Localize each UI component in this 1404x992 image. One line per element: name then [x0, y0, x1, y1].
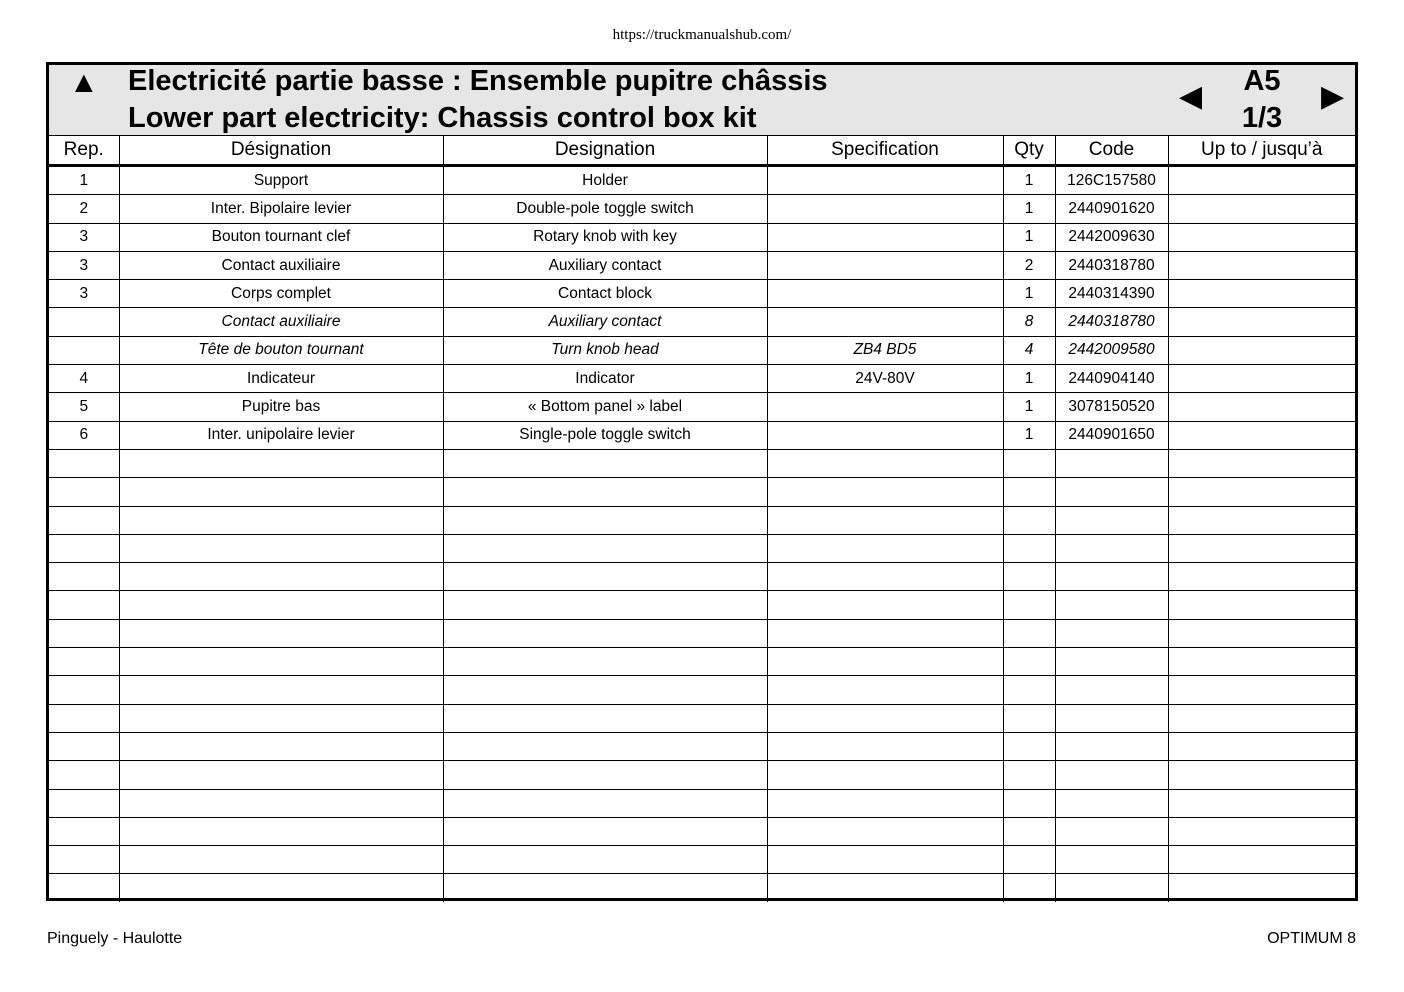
cell-specification: [767, 789, 1003, 817]
cell-designation-fr: Bouton tournant clef: [119, 223, 443, 251]
cell-qty: [1003, 789, 1055, 817]
cell-rep: [49, 308, 119, 336]
cell-designation-fr: [119, 449, 443, 477]
cell-rep: [49, 676, 119, 704]
cell-specification: ZB4 BD5: [767, 336, 1003, 364]
cell-code: 3078150520: [1055, 393, 1168, 421]
cell-designation-fr: Pupitre bas: [119, 393, 443, 421]
cell-code: [1055, 789, 1168, 817]
cell-specification: [767, 648, 1003, 676]
cell-code: [1055, 648, 1168, 676]
col-header-designation-fr: Désignation: [119, 136, 443, 166]
title-english: Lower part electricity: Chassis control box kit: [128, 102, 757, 134]
cell-qty: 1: [1003, 280, 1055, 308]
cell-specification: [767, 619, 1003, 647]
cell-specification: [767, 393, 1003, 421]
up-arrow-icon[interactable]: ▲: [69, 66, 99, 99]
empty-table-row: [49, 563, 1355, 591]
cell-qty: 8: [1003, 308, 1055, 336]
table-row: [49, 365, 1355, 393]
cell-specification: [767, 846, 1003, 874]
cell-up-to: [1168, 421, 1355, 449]
cell-up-to: [1168, 591, 1355, 619]
cell-code: [1055, 534, 1168, 562]
empty-table-row: [49, 789, 1355, 817]
cell-code: [1055, 761, 1168, 789]
cell-up-to: [1168, 195, 1355, 223]
table-row: [49, 421, 1355, 449]
cell-designation-en: [443, 478, 767, 506]
cell-up-to: [1168, 166, 1355, 195]
cell-designation-en: [443, 563, 767, 591]
cell-designation-fr: [119, 619, 443, 647]
empty-table-row: [49, 478, 1355, 506]
cell-qty: [1003, 874, 1055, 902]
cell-code: [1055, 449, 1168, 477]
cell-designation-fr: [119, 732, 443, 760]
empty-table-row: [49, 761, 1355, 789]
table-row: [49, 223, 1355, 251]
cell-code: 126C157580: [1055, 166, 1168, 195]
cell-designation-fr: Contact auxiliaire: [119, 308, 443, 336]
cell-specification: [767, 308, 1003, 336]
cell-up-to: [1168, 534, 1355, 562]
cell-qty: 1: [1003, 421, 1055, 449]
cell-rep: [49, 449, 119, 477]
cell-designation-fr: [119, 704, 443, 732]
cell-code: [1055, 732, 1168, 760]
cell-up-to: [1168, 761, 1355, 789]
cell-rep: [49, 534, 119, 562]
cell-designation-fr: [119, 648, 443, 676]
cell-designation-en: Indicator: [443, 365, 767, 393]
cell-designation-fr: [119, 506, 443, 534]
cell-rep: 2: [49, 195, 119, 223]
section-code: A5: [1243, 65, 1281, 97]
cell-up-to: [1168, 449, 1355, 477]
cell-designation-en: [443, 449, 767, 477]
table-row: [49, 195, 1355, 223]
cell-code: 2440904140: [1055, 365, 1168, 393]
cell-code: [1055, 704, 1168, 732]
cell-code: [1055, 846, 1168, 874]
cell-code: [1055, 619, 1168, 647]
empty-table-row: [49, 648, 1355, 676]
cell-rep: [49, 817, 119, 845]
cell-qty: [1003, 817, 1055, 845]
table-row: [49, 280, 1355, 308]
footer-manufacturer: Pinguely - Haulotte: [47, 930, 183, 947]
cell-qty: 4: [1003, 336, 1055, 364]
cell-specification: [767, 591, 1003, 619]
cell-specification: [767, 761, 1003, 789]
previous-page-arrow-icon[interactable]: ◀: [1179, 80, 1203, 113]
empty-table-row: [49, 732, 1355, 760]
cell-rep: [49, 563, 119, 591]
table-row: [49, 251, 1355, 279]
page-number: 1/3: [1241, 102, 1283, 134]
cell-designation-fr: Inter. unipolaire levier: [119, 421, 443, 449]
cell-qty: 2: [1003, 251, 1055, 279]
cell-qty: [1003, 478, 1055, 506]
cell-rep: [49, 478, 119, 506]
empty-table-row: [49, 619, 1355, 647]
cell-designation-fr: [119, 478, 443, 506]
cell-up-to: [1168, 223, 1355, 251]
empty-table-row: [49, 676, 1355, 704]
empty-table-row: [49, 534, 1355, 562]
cell-up-to: [1168, 874, 1355, 902]
cell-code: [1055, 591, 1168, 619]
cell-qty: [1003, 732, 1055, 760]
cell-designation-fr: Support: [119, 166, 443, 195]
cell-specification: [767, 195, 1003, 223]
cell-code: [1055, 506, 1168, 534]
cell-rep: [49, 506, 119, 534]
parts-table-body: [49, 166, 1355, 902]
parts-sheet: [46, 62, 1358, 901]
cell-designation-en: [443, 648, 767, 676]
cell-designation-fr: [119, 534, 443, 562]
cell-code: [1055, 478, 1168, 506]
cell-designation-en: [443, 761, 767, 789]
cell-qty: [1003, 563, 1055, 591]
cell-designation-en: Double-pole toggle switch: [443, 195, 767, 223]
empty-table-row: [49, 874, 1355, 902]
cell-rep: [49, 336, 119, 364]
cell-rep: 4: [49, 365, 119, 393]
cell-code: [1055, 676, 1168, 704]
cell-designation-en: [443, 846, 767, 874]
cell-specification: [767, 421, 1003, 449]
cell-designation-fr: [119, 591, 443, 619]
empty-table-row: [49, 704, 1355, 732]
cell-designation-en: [443, 619, 767, 647]
cell-designation-en: Rotary knob with key: [443, 223, 767, 251]
cell-up-to: [1168, 280, 1355, 308]
cell-code: 2440318780: [1055, 308, 1168, 336]
cell-up-to: [1168, 817, 1355, 845]
cell-designation-en: [443, 789, 767, 817]
cell-qty: 1: [1003, 195, 1055, 223]
cell-designation-fr: [119, 676, 443, 704]
cell-designation-en: [443, 732, 767, 760]
cell-designation-en: [443, 591, 767, 619]
cell-up-to: [1168, 732, 1355, 760]
next-page-arrow-icon[interactable]: ▶: [1321, 80, 1345, 113]
cell-code: [1055, 563, 1168, 591]
cell-designation-en: [443, 676, 767, 704]
col-header-code: Code: [1055, 136, 1168, 166]
cell-designation-en: [443, 506, 767, 534]
cell-rep: 6: [49, 421, 119, 449]
cell-specification: [767, 478, 1003, 506]
cell-up-to: [1168, 336, 1355, 364]
cell-qty: [1003, 648, 1055, 676]
cell-specification: [767, 732, 1003, 760]
cell-code: [1055, 874, 1168, 902]
cell-up-to: [1168, 704, 1355, 732]
cell-up-to: [1168, 393, 1355, 421]
cell-up-to: [1168, 789, 1355, 817]
cell-rep: [49, 874, 119, 902]
cell-qty: 1: [1003, 223, 1055, 251]
cell-specification: 24V-80V: [767, 365, 1003, 393]
cell-up-to: [1168, 478, 1355, 506]
cell-designation-fr: [119, 789, 443, 817]
cell-specification: [767, 676, 1003, 704]
cell-rep: 5: [49, 393, 119, 421]
cell-qty: [1003, 449, 1055, 477]
parts-table: [49, 135, 1355, 902]
cell-code: 2440318780: [1055, 251, 1168, 279]
empty-table-row: [49, 506, 1355, 534]
cell-designation-en: [443, 817, 767, 845]
cell-rep: [49, 846, 119, 874]
cell-rep: [49, 761, 119, 789]
cell-up-to: [1168, 648, 1355, 676]
table-row: [49, 308, 1355, 336]
cell-qty: [1003, 591, 1055, 619]
cell-designation-en: [443, 534, 767, 562]
cell-designation-en: [443, 874, 767, 902]
cell-up-to: [1168, 619, 1355, 647]
cell-designation-fr: [119, 846, 443, 874]
cell-designation-fr: [119, 817, 443, 845]
cell-qty: [1003, 704, 1055, 732]
cell-code: 2440901650: [1055, 421, 1168, 449]
cell-designation-en: Turn knob head: [443, 336, 767, 364]
cell-qty: [1003, 619, 1055, 647]
cell-up-to: [1168, 506, 1355, 534]
cell-rep: 3: [49, 251, 119, 279]
cell-qty: [1003, 846, 1055, 874]
cell-code: 2442009630: [1055, 223, 1168, 251]
cell-designation-en: « Bottom panel » label: [443, 393, 767, 421]
cell-specification: [767, 280, 1003, 308]
cell-rep: [49, 789, 119, 817]
cell-designation-fr: Corps complet: [119, 280, 443, 308]
empty-table-row: [49, 846, 1355, 874]
col-header-specification: Specification: [767, 136, 1003, 166]
cell-qty: 1: [1003, 365, 1055, 393]
cell-specification: [767, 166, 1003, 195]
cell-code: [1055, 817, 1168, 845]
cell-designation-fr: [119, 874, 443, 902]
cell-rep: 3: [49, 223, 119, 251]
cell-rep: [49, 648, 119, 676]
cell-qty: [1003, 676, 1055, 704]
cell-designation-fr: Indicateur: [119, 365, 443, 393]
cell-rep: [49, 732, 119, 760]
empty-table-row: [49, 449, 1355, 477]
cell-designation-en: Auxiliary contact: [443, 308, 767, 336]
cell-code: 2442009580: [1055, 336, 1168, 364]
sheet-header: [49, 65, 1355, 135]
footer-model: OPTIMUM 8: [1267, 930, 1356, 947]
cell-designation-en: Holder: [443, 166, 767, 195]
cell-rep: 1: [49, 166, 119, 195]
cell-designation-en: Auxiliary contact: [443, 251, 767, 279]
cell-specification: [767, 449, 1003, 477]
col-header-up-to: Up to / jusqu’à: [1168, 136, 1355, 166]
cell-designation-en: Single-pole toggle switch: [443, 421, 767, 449]
table-row: [49, 393, 1355, 421]
cell-specification: [767, 506, 1003, 534]
cell-designation-fr: [119, 563, 443, 591]
col-header-rep: Rep.: [49, 136, 119, 166]
empty-table-row: [49, 591, 1355, 619]
cell-designation-fr: [119, 761, 443, 789]
title-french: Electricité partie basse : Ensemble pupitre châssis: [128, 65, 828, 97]
cell-rep: [49, 619, 119, 647]
cell-specification: [767, 704, 1003, 732]
cell-designation-en: [443, 704, 767, 732]
cell-rep: [49, 704, 119, 732]
cell-up-to: [1168, 365, 1355, 393]
cell-qty: 1: [1003, 166, 1055, 195]
table-row: [49, 166, 1355, 195]
cell-specification: [767, 874, 1003, 902]
cell-designation-en: Contact block: [443, 280, 767, 308]
cell-up-to: [1168, 563, 1355, 591]
table-header-row: [49, 136, 1355, 166]
col-header-designation-en: Designation: [443, 136, 767, 166]
cell-designation-fr: Contact auxiliaire: [119, 251, 443, 279]
cell-qty: [1003, 506, 1055, 534]
cell-rep: 3: [49, 280, 119, 308]
cell-specification: [767, 817, 1003, 845]
cell-designation-fr: Tête de bouton tournant: [119, 336, 443, 364]
cell-specification: [767, 223, 1003, 251]
cell-rep: [49, 591, 119, 619]
col-header-qty: Qty: [1003, 136, 1055, 166]
cell-qty: [1003, 534, 1055, 562]
cell-qty: [1003, 761, 1055, 789]
cell-specification: [767, 251, 1003, 279]
cell-up-to: [1168, 846, 1355, 874]
cell-up-to: [1168, 308, 1355, 336]
cell-qty: 1: [1003, 393, 1055, 421]
cell-specification: [767, 534, 1003, 562]
cell-up-to: [1168, 676, 1355, 704]
cell-code: 2440314390: [1055, 280, 1168, 308]
cell-specification: [767, 563, 1003, 591]
cell-code: 2440901620: [1055, 195, 1168, 223]
source-url[interactable]: https://truckmanualshub.com/: [612, 27, 792, 43]
cell-up-to: [1168, 251, 1355, 279]
cell-designation-fr: Inter. Bipolaire levier: [119, 195, 443, 223]
table-row: [49, 336, 1355, 364]
empty-table-row: [49, 817, 1355, 845]
